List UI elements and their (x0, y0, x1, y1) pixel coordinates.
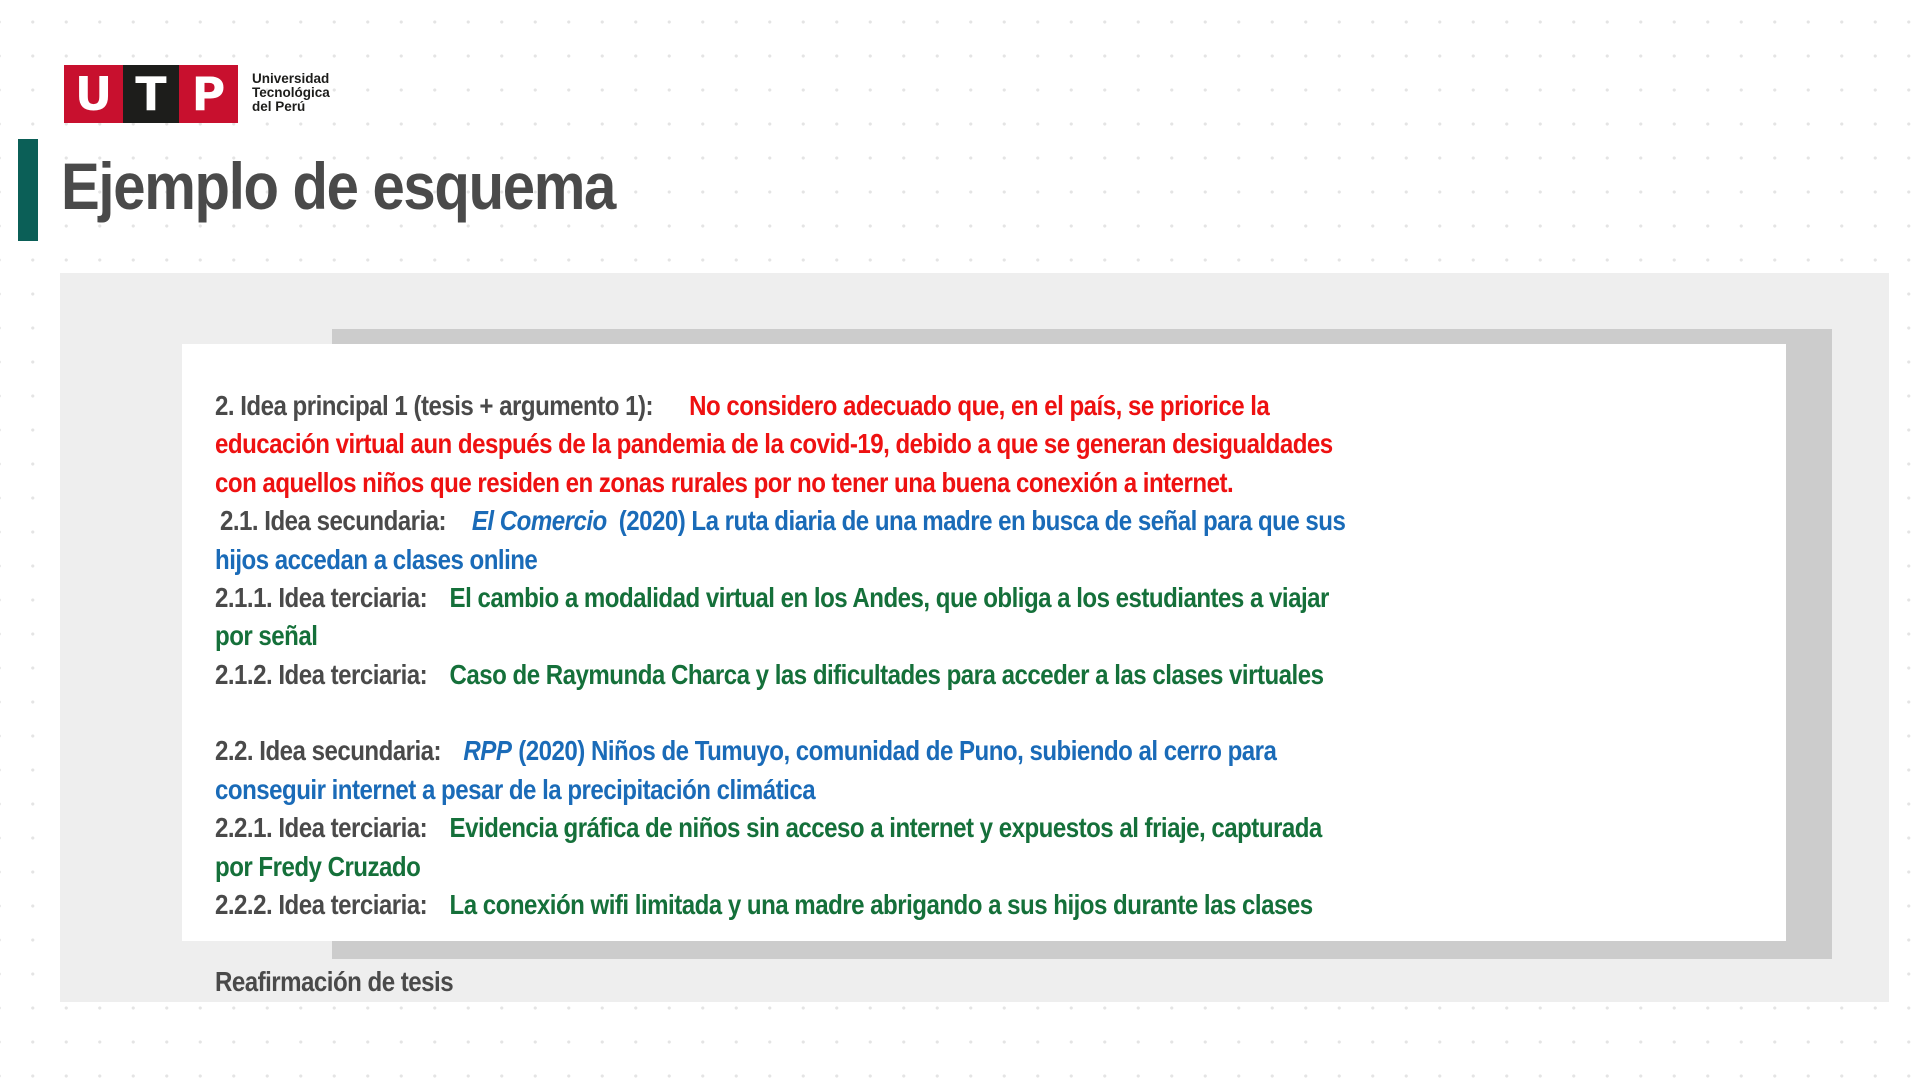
secondary-idea-2-text-1: (2020) Niños de Tumuyo, comunidad de Puno, subiendo al cerro para (518, 735, 1277, 766)
tertiary-idea-2-2-text-1: La conexión wifi limitada y una madre abrigando a sus hijos durante las clases (449, 889, 1313, 920)
utp-logo (64, 65, 238, 123)
tertiary-idea-2-2-label: 2.2.2. Idea terciaria: (215, 889, 428, 920)
secondary-idea-1-text-1: (2020) La ruta diaria de una madre en busca de señal para que sus (618, 505, 1346, 536)
thesis-text-1: No considero adecuado que, en el país, se priorice la (689, 390, 1270, 421)
tertiary-idea-1-2-text-1: Caso de Raymunda Charca y las dificultades para acceder a las clases virtuales (449, 659, 1324, 690)
tertiary-idea-2-1-line-1 (215, 811, 1322, 845)
tertiary-idea-2-1-text-1: Evidencia gráfica de niños sin acceso a internet y expuestos al friaje, capturada (449, 812, 1322, 843)
secondary-idea-1-source: El Comercio (471, 505, 607, 536)
tertiary-idea-1-1-text-1: El cambio a modalidad virtual en los Andes, que obliga a los estudiantes a viajar (449, 582, 1329, 613)
tertiary-idea-1-2-line-1 (215, 658, 1323, 692)
logo-letter-u: U (64, 65, 123, 123)
secondary-idea-1-label: 2.1. Idea secundaria: (220, 505, 447, 536)
logo-letter-p: P (179, 65, 238, 123)
thesis-reaffirmation-label: Reafirmación de tesis (215, 966, 454, 997)
secondary-idea-1-text-2: hijos accedan a clases online (215, 544, 538, 575)
secondary-idea-1-line-1 (220, 504, 1345, 538)
principal-idea-label: 2. Idea principal 1 (tesis + argumento 1): (215, 390, 653, 421)
thesis-text-2: educación virtual aun después de la pandemia de la covid-19, debido a que se generan desigualdades (215, 428, 1333, 459)
logo-text-line-1: Universidad (252, 71, 330, 86)
logo-letter-t: T (123, 65, 179, 123)
tertiary-idea-1-1-line-1 (215, 581, 1329, 615)
secondary-idea-2-label: 2.2. Idea secundaria: (215, 735, 442, 766)
logo-text-line-2: Tecnológica (252, 85, 330, 100)
tertiary-idea-1-1-text-2: por señal (215, 620, 318, 651)
slide-title: Ejemplo de esquema (61, 149, 616, 223)
secondary-idea-2-line-1 (215, 734, 1276, 768)
secondary-idea-2-text-2: conseguir internet a pesar de la precipitación climática (215, 774, 816, 805)
secondary-idea-2-source: RPP (463, 735, 512, 766)
tertiary-idea-2-2-line-1 (215, 888, 1313, 922)
tertiary-idea-1-2-label: 2.1.2. Idea terciaria: (215, 659, 428, 690)
tertiary-idea-1-1-label: 2.1.1. Idea terciaria: (215, 582, 428, 613)
thesis-text-3: con aquellos niños que residen en zonas rurales por no tener una buena conexión a internet. (215, 467, 1234, 498)
tertiary-idea-2-1-text-2: por Fredy Cruzado (215, 851, 421, 882)
principal-idea-line-1 (215, 389, 1269, 423)
tertiary-idea-2-1-label: 2.2.1. Idea terciaria: (215, 812, 428, 843)
title-accent-bar (18, 139, 38, 241)
logo-university-name (252, 72, 330, 114)
logo-text-line-3: del Perú (252, 99, 306, 114)
